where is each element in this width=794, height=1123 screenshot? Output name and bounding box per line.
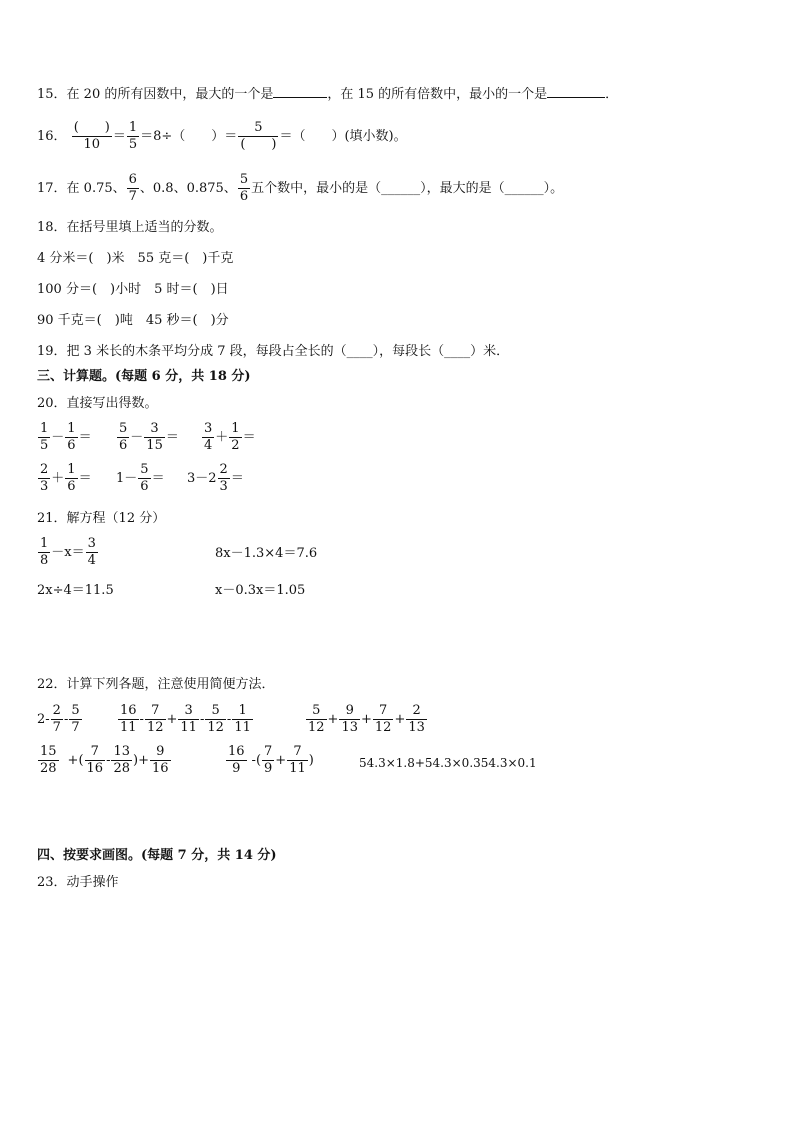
fraction-numerator: 7 [287, 745, 308, 761]
q21-equation-1 [37, 537, 99, 568]
fraction-denominator: 11 [120, 720, 137, 735]
q18-row-1: 4 分米＝( )米 55 克＝( )千克 [37, 251, 234, 266]
q17-number: 17． [37, 181, 67, 196]
q20-expression-3 [201, 422, 256, 453]
q20-expression-5 [116, 463, 165, 494]
q22-problem-3 [305, 704, 428, 735]
fraction-denominator: 12 [374, 720, 392, 735]
q17-text-2: 、0.8、0.875、 [139, 181, 237, 196]
fraction-numerator: 1 [67, 462, 76, 477]
q20-expression-6 [187, 463, 244, 494]
fraction-denominator: 5 [40, 438, 49, 453]
expression-prefix: 3－2 [187, 471, 217, 486]
fraction-numerator: 5 [119, 421, 128, 436]
fraction-numerator: 3 [87, 536, 96, 551]
q17-fraction-2 [238, 173, 250, 204]
q16-f2-denominator: 5 [128, 137, 138, 152]
q17-fraction-1 [127, 173, 139, 204]
fraction-denominator: 6 [119, 438, 128, 453]
q15-text: 在 20 的所有因数中，最大的一个是 [66, 87, 274, 102]
fraction-denominator: 11 [289, 761, 306, 776]
q17-f1-denominator: 7 [128, 189, 137, 204]
operator: - [139, 712, 144, 727]
q18-row-3: 90 千克＝( )吨 45 秒＝( )分 [37, 313, 229, 328]
fraction-numerator: 3 [178, 704, 199, 720]
fraction-numerator: 2 [40, 462, 49, 477]
fraction-denominator: 6 [67, 438, 76, 453]
fraction-numerator: 7 [85, 745, 106, 761]
fraction-denominator: 11 [180, 720, 197, 735]
equals-sign: ＝ [151, 471, 165, 486]
operator: － [130, 430, 144, 445]
fraction-numerator: 1 [40, 536, 49, 551]
q16-f1-denominator: 10 [83, 137, 101, 152]
section-3-title: 三、计算题。(每题 6 分，共 18 分) [37, 369, 251, 384]
fraction-numerator: 5 [306, 704, 327, 720]
fraction-denominator: 9 [232, 761, 241, 776]
fraction-denominator: 16 [86, 761, 104, 776]
operator: - [63, 712, 69, 727]
q20-expression-1 [37, 422, 92, 453]
q22-problem-6: 54.3×1.8+54.3×0.354.3×0.1 [359, 756, 537, 770]
fraction-denominator: 13 [408, 720, 425, 735]
q22-title: 22．计算下列各题，注意使用简便方法． [37, 677, 275, 692]
q18-row-2: 100 分＝( )小时 5 时＝( )日 [37, 282, 229, 297]
fraction-denominator: 2 [231, 438, 240, 453]
question-19: 19．把 3 米长的木条平均分成 7 段，每段占全长的（____），每段长（____）米． [37, 344, 510, 359]
question-15 [37, 84, 618, 103]
fraction-numerator: 2 [406, 704, 427, 720]
fraction-denominator: 4 [204, 438, 213, 453]
fraction-numerator: 1 [232, 704, 253, 720]
fraction-numerator: 1 [231, 421, 240, 436]
q20-expression-2 [116, 422, 179, 453]
fraction-denominator: 7 [52, 720, 61, 735]
operator: + [361, 712, 372, 727]
fraction-denominator: 12 [207, 720, 224, 735]
fraction-denominator: 28 [113, 761, 131, 776]
q17-f2-denominator: 6 [239, 189, 249, 204]
fraction-numerator: 3 [144, 422, 165, 438]
fraction-numerator: 7 [264, 744, 273, 759]
q18-title: 18．在括号里填上适当的分数。 [37, 220, 223, 235]
q20-expression-4 [37, 463, 92, 494]
fraction-numerator: 16 [120, 703, 137, 718]
operator: － [51, 430, 65, 445]
fraction-denominator: 3 [40, 479, 49, 494]
fraction-numerator: 9 [339, 704, 360, 720]
q20-title: 20．直接写出得数。 [37, 396, 158, 411]
fraction-numerator: 2 [52, 703, 61, 718]
fraction-denominator: 4 [87, 553, 96, 568]
fraction-denominator: 9 [264, 761, 273, 776]
fraction-denominator: 13 [341, 720, 358, 735]
fraction-numerator: 7 [145, 704, 166, 720]
q21-equation-3: 2x÷4＝11.5 [37, 583, 114, 598]
q16-f2-numerator: 1 [128, 120, 138, 135]
section-4-title: 四、按要求画图。(每题 7 分，共 14 分) [37, 848, 277, 863]
equals-sign: ＝ [78, 471, 92, 486]
q15-blank-2[interactable] [547, 84, 605, 98]
operator: - [226, 712, 232, 727]
fraction-denominator: 6 [67, 479, 76, 494]
q17-f2-numerator: 5 [239, 172, 249, 187]
question-17 [37, 173, 563, 204]
equals-sign: ＝ [165, 430, 179, 445]
q23-title: 23．动手操作 [37, 875, 119, 890]
fraction-numerator: 5 [140, 462, 149, 477]
operator: ＋ [215, 430, 229, 445]
expression-prefix: 1－ [116, 471, 138, 486]
question-16 [37, 121, 407, 152]
fraction-numerator: 7 [373, 704, 394, 720]
q17-text-3: 五个数中，最小的是（______），最大的是（______）。 [251, 181, 564, 196]
q16-middle: ＝8÷（ ）＝ [140, 129, 238, 144]
fraction-numerator: 2 [219, 462, 228, 477]
q22-problem-4 [37, 745, 172, 776]
q21-equation-2: 8x－1.3×4＝7.6 [215, 546, 318, 561]
expression-prefix: 2- [37, 712, 50, 727]
operator: + [275, 753, 287, 768]
equals-sign: ＝ [78, 430, 92, 445]
fraction-denominator: 12 [308, 720, 325, 735]
q17-f1-numerator: 6 [128, 172, 137, 187]
q16-f3-denominator[interactable]: ( ) [240, 137, 277, 152]
operator: ＋ [51, 471, 65, 486]
fraction-numerator: 15 [40, 744, 57, 759]
operator: - [106, 753, 111, 768]
fraction-denominator: 12 [146, 720, 164, 735]
fraction-numerator: 5 [71, 703, 80, 718]
fraction-numerator: 1 [40, 421, 49, 436]
operator: + [327, 712, 339, 727]
expression-part: ) [308, 753, 314, 768]
fraction-numerator: 1 [67, 421, 76, 436]
q21-title: 21．解方程（12 分） [37, 511, 166, 526]
operator: + [166, 712, 178, 727]
fraction-denominator: 11 [234, 720, 251, 735]
fraction-denominator: 7 [71, 720, 80, 735]
q16-f3-numerator: 5 [238, 121, 278, 137]
q16-f1-numerator[interactable]: ( ) [73, 120, 110, 135]
fraction-denominator: 15 [146, 438, 163, 453]
q16-fraction-2 [127, 121, 139, 152]
q22-problem-5 [225, 745, 314, 776]
expression-part: +( [67, 753, 84, 768]
equation-middle: －x＝ [51, 545, 85, 560]
equals-sign: ＝ [242, 430, 256, 445]
fraction-numerator: 5 [205, 704, 226, 720]
fraction-denominator: 6 [140, 479, 149, 494]
operator: + [394, 712, 406, 727]
fraction-numerator: 16 [228, 744, 245, 759]
q16-fraction-1 [72, 121, 112, 152]
q15-blank-1[interactable] [273, 84, 327, 98]
q16-fraction-3 [238, 121, 278, 152]
q22-problem-2 [117, 704, 254, 735]
equals-sign: ＝ [230, 471, 244, 486]
fraction-numerator: 3 [204, 421, 213, 436]
q21-equation-4: x－0.3x＝1.05 [215, 583, 306, 598]
expression-part: -( [251, 753, 262, 768]
q16-number: 16． [37, 129, 67, 144]
q15-number: 15． [37, 87, 67, 102]
q17-text-1: 在 0.75、 [66, 181, 126, 196]
fraction-denominator: 3 [219, 479, 228, 494]
operator: - [199, 712, 205, 727]
q15-mid: ，在 15 的所有倍数中，最小的一个是 [327, 87, 548, 102]
fraction-denominator: 8 [40, 553, 49, 568]
fraction-numerator: 13 [113, 744, 131, 759]
fraction-numerator: 9 [150, 745, 171, 761]
q15-end: ． [605, 87, 619, 102]
q16-equals-1: ＝ [112, 129, 126, 144]
expression-part: )+ [133, 753, 149, 768]
q16-tail: ＝（ ）(填小数)。 [279, 129, 407, 144]
q22-problem-1 [37, 704, 83, 735]
fraction-denominator: 28 [40, 761, 57, 776]
fraction-denominator: 16 [151, 761, 169, 776]
